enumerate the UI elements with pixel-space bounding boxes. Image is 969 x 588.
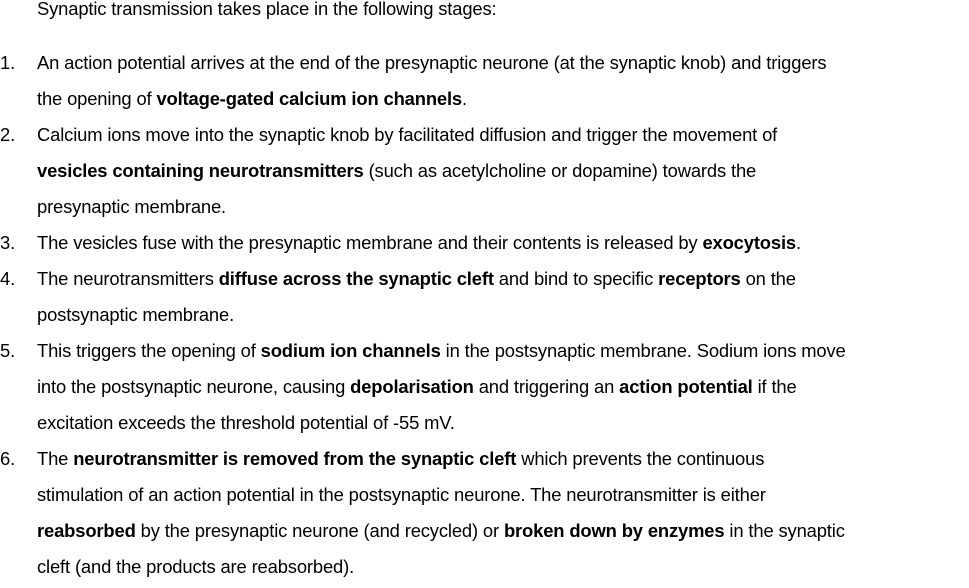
stage-text: on the bbox=[740, 268, 796, 289]
stage-text: The bbox=[37, 448, 74, 469]
stage-text-line bbox=[37, 225, 969, 261]
stage-text: . bbox=[796, 232, 801, 253]
stage-text: The neurotransmitters bbox=[37, 268, 219, 289]
key-term: reabsorbed bbox=[37, 520, 136, 541]
key-term: voltage-gated calcium ion channels bbox=[156, 88, 463, 109]
stage-text-line bbox=[37, 333, 969, 369]
stage-text: The vesicles fuse with the presynaptic membrane and their contents is released by bbox=[37, 232, 703, 253]
stage-text: Calcium ions move into the synaptic knob by facilitated diffusion and trigger the movement of bbox=[37, 124, 778, 145]
stage-number: 3. bbox=[0, 232, 16, 253]
stage-text-line bbox=[37, 189, 969, 225]
stage-number: 6. bbox=[0, 448, 16, 469]
stage-item bbox=[0, 333, 969, 441]
stage-text: by the presynaptic neurone (and recycled) or bbox=[135, 520, 504, 541]
stage-text: in the synaptic bbox=[724, 520, 845, 541]
stage-text-line bbox=[37, 261, 969, 297]
stage-text-line bbox=[37, 441, 969, 477]
stages-list bbox=[0, 45, 969, 585]
stage-text: into the postsynaptic neurone, causing bbox=[37, 376, 351, 397]
stage-number: 4. bbox=[0, 268, 16, 289]
stage-text: This triggers the opening of bbox=[37, 340, 261, 361]
stage-text-line bbox=[37, 549, 969, 585]
key-term: broken down by enzymes bbox=[503, 520, 725, 541]
stage-text-line bbox=[37, 297, 969, 333]
stage-item bbox=[0, 441, 969, 585]
stage-text-line bbox=[37, 513, 969, 549]
key-term: vesicles containing neurotransmitters bbox=[37, 160, 364, 181]
stage-item bbox=[0, 45, 969, 117]
stage-number: 2. bbox=[0, 124, 16, 145]
stage-text: . bbox=[462, 88, 467, 109]
stage-text-line bbox=[37, 153, 969, 189]
stage-text-line bbox=[37, 45, 969, 81]
stage-text-line bbox=[37, 81, 969, 117]
stage-text: if the bbox=[752, 376, 797, 397]
stage-item bbox=[0, 225, 969, 261]
key-term: neurotransmitter is removed from the synaptic cleft bbox=[73, 448, 517, 469]
intro-paragraph: Synaptic transmission takes place in the following stages: bbox=[37, 0, 497, 19]
stage-text: (such as acetylcholine or dopamine) towards the bbox=[363, 160, 757, 181]
stage-text-line bbox=[37, 369, 969, 405]
stage-text: which prevents the continuous bbox=[516, 448, 765, 469]
stage-number: 1. bbox=[0, 52, 16, 73]
stage-text: the opening of bbox=[37, 88, 157, 109]
key-term: action potential bbox=[619, 376, 753, 397]
stage-item bbox=[0, 261, 969, 333]
stage-item bbox=[0, 117, 969, 225]
stage-number: 5. bbox=[0, 340, 16, 361]
stage-text: and bind to specific bbox=[493, 268, 659, 289]
stage-text-line bbox=[37, 405, 969, 441]
stage-text: excitation exceeds the threshold potential of -55 mV. bbox=[37, 412, 455, 433]
key-term: receptors bbox=[658, 268, 741, 289]
stage-text: An action potential arrives at the end of the presynaptic neurone (at the synaptic knob) and triggers bbox=[37, 52, 827, 73]
key-term: sodium ion channels bbox=[260, 340, 441, 361]
stage-text-line bbox=[37, 117, 969, 153]
key-term: exocytosis bbox=[702, 232, 797, 253]
stage-text: cleft (and the products are reabsorbed). bbox=[37, 556, 355, 577]
stage-text: and triggering an bbox=[473, 376, 620, 397]
stage-text: in the postsynaptic membrane. Sodium ions move bbox=[440, 340, 846, 361]
stage-text: presynaptic membrane. bbox=[37, 196, 227, 217]
stage-text: stimulation of an action potential in the postsynaptic neurone. The neurotransmitter is either bbox=[37, 484, 766, 505]
stage-text-line bbox=[37, 477, 969, 513]
stage-text: postsynaptic membrane. bbox=[37, 304, 235, 325]
key-term: diffuse across the synaptic cleft bbox=[218, 268, 494, 289]
key-term: depolarisation bbox=[350, 376, 474, 397]
